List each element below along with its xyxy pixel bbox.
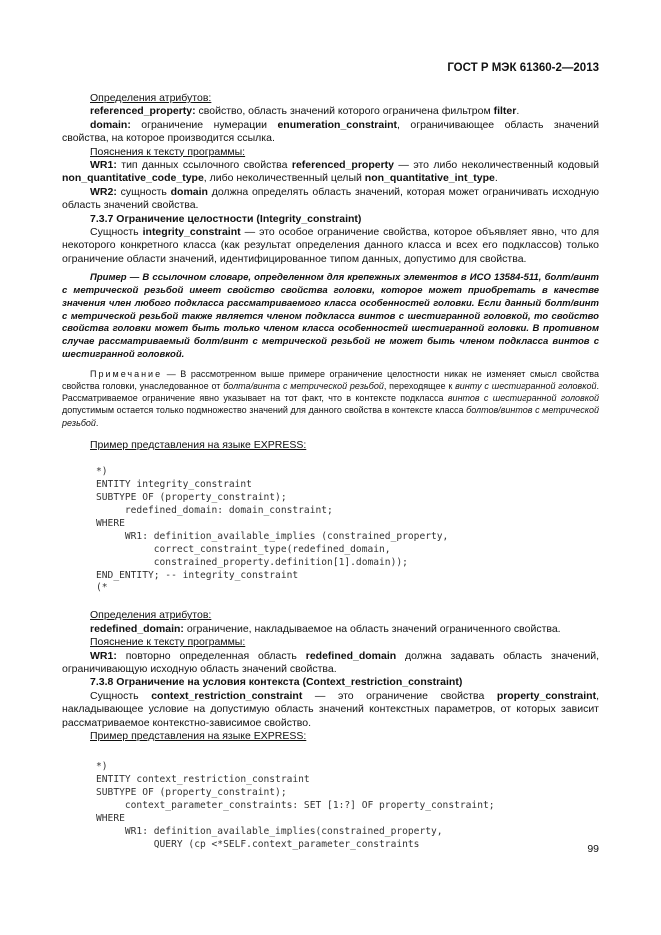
code-line: WR1: definition_available_implies(constrained_property, (96, 825, 443, 837)
program-notes-heading: Пояснения к тексту программы: (90, 145, 246, 158)
code-line: context_parameter_constraints: SET [1:?] OF property_constraint; (96, 800, 495, 812)
code-line: ENTITY context_restriction_constraint (96, 774, 310, 786)
attr-definitions-heading: Определения атрибутов: (90, 92, 212, 104)
attr-redefined-domain: redefined_domain: ограничение, накладываемое на область значений ограниченного свойства. (90, 622, 561, 635)
express-example-heading: Пример представления на языке EXPRESS: (90, 438, 307, 451)
code-line: redefined_domain: domain_constraint; (96, 505, 333, 516)
code-line: ENTITY integrity_constraint (96, 479, 252, 491)
rule-wr1: WR1: тип данных ссылочного свойства referenced_property — это либо неколичественный кодовый non_quantitative_code_type, либо неколичественный целый non_quantitative_int_type. (62, 159, 599, 185)
section-title-context: 7.3.8 Ограничение на условия контекста (Context_restriction_constraint) (90, 676, 463, 689)
code-line: *) (96, 761, 108, 773)
code-line: END_ENTITY; -- integrity_constraint (96, 569, 299, 581)
attr-domain: domain: ограничение нумерации enumeration_constraint, ограничивающее область значений свойства, на которое производится ссылка. (62, 118, 599, 145)
code-line: QUERY (cp <*SELF.context_parameter_constraints (96, 838, 420, 850)
express-code-integrity (96, 466, 599, 595)
code-line: WR1: definition_available_implies (constrained_property, (96, 530, 449, 542)
code-line: SUBTYPE OF (property_constraint); (96, 787, 287, 799)
code-line: SUBTYPE OF (property_constraint); (96, 492, 287, 504)
code-line: *) (96, 466, 108, 478)
code-line: (* (96, 582, 108, 594)
attr-referenced-property: referenced_property: свойство, область значений которого ограничена фильтром filter. (90, 105, 520, 118)
attr-definitions-heading-2: Определения атрибутов: (90, 609, 212, 622)
page-number: 99 (587, 843, 599, 855)
context-paragraph: Сущность context_restriction_constraint — это ограничение свойства property_constraint, накладывающее условие на допустимую область значений контекстных параметров, от которых зависит рассматриваемое контекстно-зависимое свойство. (62, 689, 599, 729)
page-header: ГОСТ Р МЭК 61360-2—2013 (447, 62, 599, 74)
express-code-context (96, 761, 599, 851)
code-line: constrained_property.definition[1].domain)); (96, 556, 408, 568)
rule-wr1-redefined: WR1: повторно определенная область redefined_domain должна задавать область значений, ограничивающую исходную область значений свойства. (62, 649, 599, 675)
integrity-paragraph: Сущность integrity_constraint — это особое ограничение свойства, которое объявляет явно, что для некоторого конкретного класса (как результат определения данного класса и всех его подклассов) только ограничение области значений, идентифицированное типом данных, допустимо для свойства. (62, 226, 600, 265)
code-line: WHERE (96, 517, 125, 529)
note-paragraph: Примечание — В рассмотренном выше примере ограничение целостности никак не изменяет смысл свойства свойства головки, унаследованное от болта/винта с метрической резьбой, переходящее к винту с шестигранной головкой. Рассматриваемое ограничение явно указывает на тот факт, что в контексте подкласса винтов с шестигранной головкой допустимым остается только подмножество значений для данного свойства в контексте класса болтов/винтов с метрической резьбой. (62, 368, 600, 428)
code-line: correct_constraint_type(redefined_domain, (96, 543, 391, 555)
page-content (62, 92, 599, 852)
example-paragraph: Пример — В ссылочном словаре, определенном для крепежных элементов в ИСО 13584-511, болт/винт с метрической резьбой имеет свойство свойства головки, которое может приобретать в качестве значения член любого подкласса рассматриваемого класса особенностей головки. Если данный болт/винт с метрической резьбой также является членом подкласса винтов с шестигранной головкой, то свойство свойства головки может быть только членом класса особенностей шестигранной головки. В противном случае рассматриваемый болт/винт с метрической резьбой не может быть членом подкласса винтов с шестигранной головкой. (62, 272, 599, 361)
section-title-integrity: 7.3.7 Ограничение целостности (Integrity_constraint) (90, 212, 362, 225)
rule-wr2: WR2: сущность domain должна определять область значений, которая может ограничивать исходную область значений свойства. (62, 185, 599, 212)
program-notes-heading-2: Пояснение к тексту программы: (90, 636, 246, 649)
express-example-heading-2: Пример представления на языке EXPRESS: (90, 730, 307, 742)
code-line: WHERE (96, 813, 125, 825)
